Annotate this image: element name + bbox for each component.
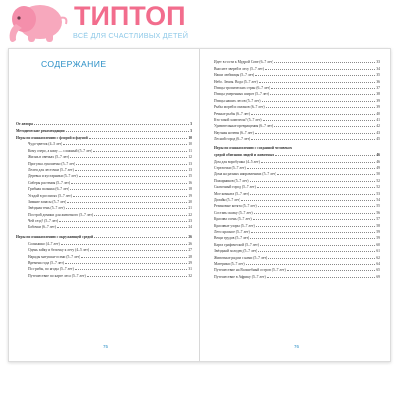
toc-entry-page: 61 [376,249,380,254]
toc-entry-page: 38 [376,92,380,97]
toc-entry-page: 59 [376,229,380,234]
toc-entry-title: Зимние запасы (5–7 лет) [28,199,67,204]
toc-entry-page: 15 [188,174,192,179]
toc-entry-page: 13 [188,161,192,166]
toc-entry-title: Животные рядом с нами (5–7 лет) [214,255,268,260]
toc-entry-title: Игры по ознакомлению с окружающей средой [16,235,94,240]
dot-leader [94,215,187,216]
dot-leader [251,139,375,140]
toc-entry-page: 45 [376,137,380,142]
dot-leader [258,251,375,252]
toc-entry-page: 69 [376,274,380,279]
dot-leader [256,226,376,227]
toc-entry-page: 39 [376,98,380,103]
dot-leader [270,94,375,95]
toc-entry-title: Игры по ознакомлению с созданной человеком [214,146,293,151]
toc-entry-title: Карта графической (5–7 лет) [214,242,259,247]
dot-leader [57,227,187,228]
toc-entry-title: Лесной город (6–7 лет) [214,137,251,142]
dot-leader [61,244,188,245]
toc-entry-page: 29 [188,261,192,266]
toc-entry-title: Сиберы растения (5–7 лет) [28,180,71,185]
dot-leader [259,82,376,83]
toc-entry-page: 16 [188,180,192,185]
brand-tagline: ВСЁ ДЛЯ СЧАСТЛИВЫХ ДЕТЕЙ [73,31,189,40]
toc-entry-page: 39 [376,105,380,110]
toc-entry-page: 10 [188,142,192,147]
dot-leader [75,170,187,171]
toc-entry-title: Стрелочки (5–7 лет) [214,166,246,171]
toc-entry-title: Птицы наших лесов (5–7 лет) [214,98,261,103]
toc-entry-title: Удивительные превращения (6–7 лет) [214,124,274,129]
dot-leader [261,162,375,163]
book-spread [8,48,391,362]
dot-leader [257,187,375,188]
toc-entry-title: Грибная полянка (6–7 лет) [28,187,70,192]
toc-entry-page: 55 [376,204,380,209]
toc-entry-page: 62 [376,255,380,260]
toc-entry-title: Наряды матушки-осени (5–7 лет) [28,254,81,259]
toc-entry-title: Идет в гости к Мудрой Сове (6–7 лет) [214,60,274,65]
toc-entry-title: Жизнь в овечках (5–7 лет) [28,155,70,160]
toc-entry-page: 27 [188,248,192,253]
dot-leader [89,138,188,139]
dot-leader [253,219,376,220]
toc-entry-page: 24 [188,225,192,230]
toc-entry-page: 20 [188,199,192,204]
toc-entry-page: 32 [188,273,192,278]
toc-entry-page: 26 [188,235,192,240]
dot-leader [65,263,187,264]
dot-leader [76,164,187,165]
dot-leader [277,174,375,175]
toc-entry-title: Чей сезд? (5–7 лет) [28,219,59,224]
toc-entry [16,223,192,229]
toc-entry-page: 21 [188,206,192,211]
toc-list-right [214,58,380,279]
toc-entry-page: 3 [190,129,192,133]
toc-entry-title: Путешествие по карте леса (5–7 лет) [28,273,86,278]
dot-leader [275,155,375,156]
dot-leader [268,258,375,259]
toc-entry-title: Красива осень (5–7 лет) [214,217,252,222]
dot-leader [63,144,187,145]
toc-entry-title: Угадай в росписях (5–7 лет) [28,193,72,198]
dot-leader [267,277,376,278]
toc-entry [16,126,192,133]
dot-leader [265,69,375,70]
toc-entry-page: 11 [188,148,192,153]
toc-entry-title: Составь сказку (5–7 лет) [214,210,253,215]
toc-list-left [16,119,192,278]
toc-entry-title: Резиновые котята (5–7 лет) [214,204,257,209]
dot-leader [73,196,187,197]
toc-entry-title: Небо. Земля. Вода (5–7 лет) [214,79,258,84]
toc-entry-page: 36 [376,79,380,84]
toc-entry-title: Кто такой хамелеон? (5–7 лет) [214,117,262,122]
toc-entry-page: 33 [376,60,380,65]
dot-leader [94,237,187,238]
dot-leader [87,276,188,277]
toc-entry-title: По грибы, по ягоды (5–7 лет) [28,267,74,272]
toc-entry-page: 26 [188,241,192,246]
toc-entry-page: 64 [376,261,380,266]
toc-entry-title: Игры по ознакомлению с флорой и фауной [16,136,88,140]
toc-entry-page: 41 [376,117,380,122]
toc-entry-page: 22 [188,212,192,217]
toc-entry-title: Сказочный город (5–7 лет) [214,185,256,190]
dot-leader [70,157,187,158]
dot-leader [266,107,376,108]
toc-entry-title: Птицы тропических стран (6–7 лет) [214,85,271,90]
toc-entry-title: Лето красное (5–7 лет) [214,229,250,234]
toc-entry [214,135,380,141]
toc-entry-page: 52 [376,178,380,183]
dot-leader [255,133,375,134]
dot-leader [75,269,187,270]
left-page [9,49,200,361]
toc-entry-page: 12 [188,155,192,160]
toc-entry-page: 58 [376,223,380,228]
toc-entry-page: 42 [376,124,380,129]
toc-entry-page: 65 [376,268,380,273]
toc-entry-title: Научная ночевн (6–7 лет) [214,130,254,135]
toc-entry-page: 57 [376,217,380,222]
toc-entry-page: 49 [376,166,380,171]
toc-entry-title: Вещи трудов (5–7 лет) [214,236,250,241]
toc-entry-title: От автора [16,122,33,126]
dot-leader [81,257,187,258]
toc-entry-title: Чудо-цветок (4–5 лет) [28,142,63,147]
toc-entry [214,272,380,278]
dot-leader [250,194,375,195]
toc-entry-page: 13 [188,167,192,172]
toc-entry-page: 56 [376,210,380,215]
dot-leader [90,250,187,251]
dot-leader [34,124,189,125]
toc-entry-page: 53 [376,191,380,196]
toc-entry-page: 59 [376,236,380,241]
dot-leader [263,120,376,121]
toc-entry-page: 43 [376,130,380,135]
toc-entry-title: Звёздный холодец (5–7 лет) [214,249,258,254]
dot-leader [93,151,187,152]
toc-entry-title: Одень зайку и белочку к лету (4–5 лет) [28,248,90,253]
toc-entry-title: Путешествие в Африку (5–7 лет) [214,274,266,279]
toc-entry-title: Птицы умеренных широт (5–7 лет) [214,92,270,97]
dot-leader [274,126,375,127]
toc-entry-page: 46 [376,159,380,164]
dot-leader [66,131,189,132]
dot-leader [250,238,375,239]
toc-entry-title: Построй домики для животного (5–7 лет) [28,212,94,217]
toc-entry-title: Методические рекомендации [16,129,65,133]
toc-entry-page: 60 [376,242,380,247]
toc-entry-page: 18 [188,187,192,192]
toc-entry [16,232,192,239]
dot-leader [287,270,376,271]
toc-entry-title: Лелеи для лесточки (5–7 лет) [28,167,74,172]
toc-entry-page: 34 [376,66,380,71]
dot-leader [66,208,188,209]
dot-leader [70,189,187,190]
toc-entry [16,119,192,126]
page-title: СОДЕРЖАНИЕ [41,59,107,69]
toc-entry-title: Времена года (5–7 лет) [28,261,65,266]
toc-entry-title: Дом для воробушка (4–5 лет) [214,159,260,164]
right-page [200,49,390,361]
dot-leader [255,75,375,76]
page-number-right: 76 [294,344,300,349]
toc-entry-page: 52 [376,185,380,190]
dot-leader [254,213,376,214]
dot-leader [71,183,187,184]
toc-entry-title: Речные рыбы (6–7 лет) [214,111,251,116]
page-number-left: 75 [103,344,109,349]
toc-entry-title: Бабочки (6–7 лет) [28,225,56,230]
dot-leader [247,168,376,169]
toc-entry-title: Пожарников (5–7 лет) [214,178,249,183]
dot-leader [59,221,187,222]
brand-logo[interactable] [2,0,189,44]
toc-entry-page: 31 [188,267,192,272]
dot-leader [251,114,375,115]
toc-entry-page: 3 [190,122,192,126]
toc-entry-title: Наши любимцы (5–7 лет) [214,73,255,78]
dot-leader [67,202,187,203]
toc-entry-page: 37 [376,85,380,90]
toc-entry-title: Рыбы морей и океанов (6–7 лет) [214,105,265,110]
toc-entry-title: Кому озеро, а кому — сложный (5–7 лет) [28,148,93,153]
dot-leader [262,101,376,102]
elephant-logo-icon [2,0,72,46]
toc-entry-title: средой обитания людей и животных [214,153,275,158]
toc-entry-title: Дома на разных направлениях (5–7 лет) [214,172,277,177]
toc-entry-title: Материки (5–7 лет) [214,261,245,266]
brand-wordmark: ТИПТОП [74,1,186,31]
toc-entry-title: Красивые узоры (5–7 лет) [214,223,255,228]
toc-entry-title: Вносите зверей в лесу (5–7 лет) [214,66,264,71]
toc-entry [16,133,192,140]
toc-entry-title: Звёздная тень (5–7 лет) [28,206,65,211]
dot-leader [258,206,376,207]
toc-entry-page: 50 [376,172,380,177]
toc-entry-page: 28 [188,254,192,259]
toc-entry [16,271,192,277]
dot-leader [274,62,375,63]
dot-leader [251,232,376,233]
toc-entry-page: 54 [376,198,380,202]
toc-entry-title: Путешествие на Волшебный остров (5–7 лет) [214,268,286,273]
dot-leader [241,200,375,201]
toc-entry-page: 19 [188,193,192,198]
toc-entry-title: Дизайн (5–7 лет) [214,198,241,202]
toc-entry-page: 46 [376,153,380,158]
toc-entry-page: 40 [376,111,380,116]
dot-leader [260,245,375,246]
dot-leader [79,176,188,177]
toc-entry-page: 10 [188,136,192,140]
toc-entry-title: Деревья и кустарники (5–7 лет) [28,174,78,179]
dot-leader [246,264,376,265]
toc-entry-title: Прогулка лукошечко (5–7 лет) [28,161,76,166]
toc-entry-title: Мое комната (5–7 лет) [214,191,250,196]
toc-entry-title: Солнышко (4–7 лет) [28,241,60,246]
dot-leader [271,88,375,89]
toc-entry-page: 35 [376,73,380,78]
dot-leader [250,181,376,182]
toc-entry [214,150,380,157]
toc-entry-page: 23 [188,219,192,224]
